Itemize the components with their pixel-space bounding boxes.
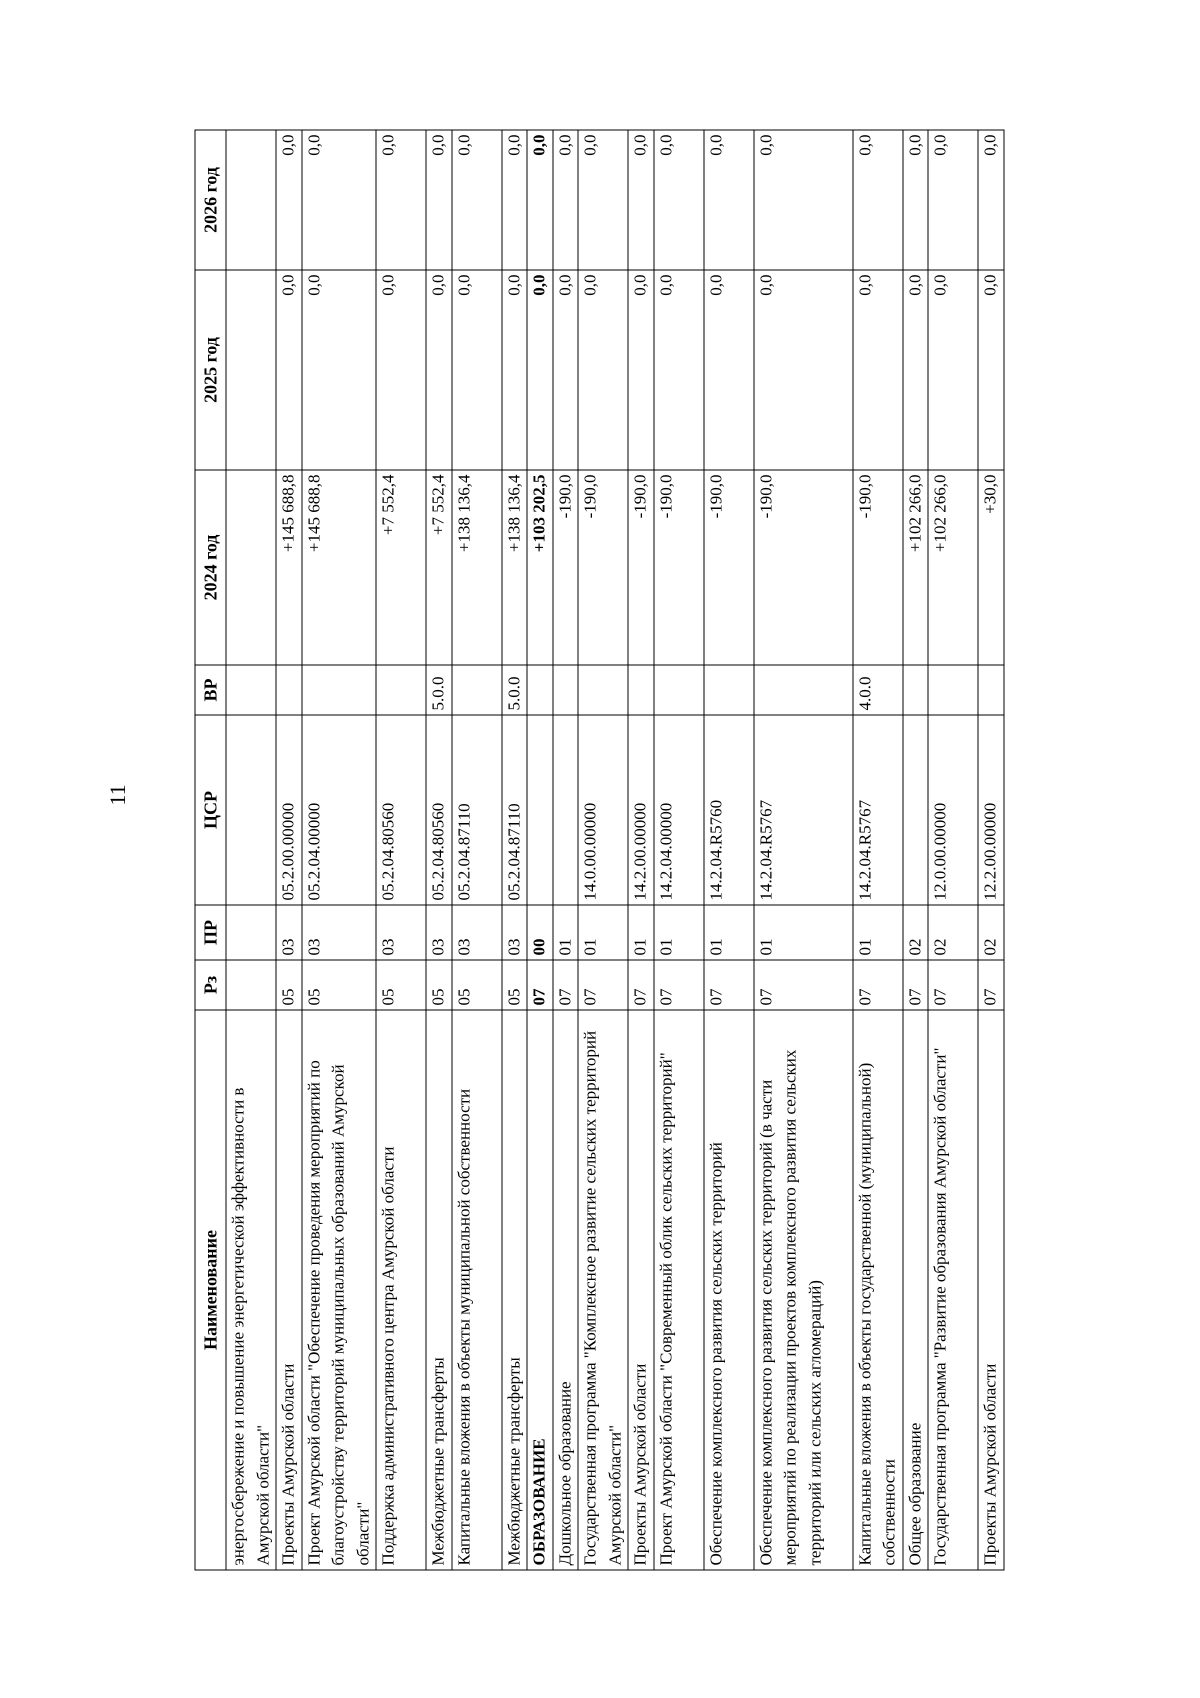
cell-2026: 0,0: [302, 130, 377, 270]
table-body: [226, 130, 1004, 1570]
cell-vr: [704, 665, 754, 715]
cell-csr: [527, 715, 553, 905]
cell-rz: 07: [654, 960, 704, 1010]
cell-2024: -190,0: [654, 470, 704, 665]
header-2024: 2024 год: [195, 470, 226, 665]
cell-pr: 03: [452, 905, 502, 960]
cell-csr: 05.2.04.80560: [376, 715, 426, 905]
cell-pr: 01: [853, 905, 903, 960]
cell-csr: [903, 715, 929, 905]
cell-csr: 12.0.00.00000: [928, 715, 978, 905]
cell-2024: -190,0: [578, 470, 628, 665]
cell-2024: +145 688,8: [302, 470, 377, 665]
cell-2025: 0,0: [978, 270, 1004, 470]
cell-2025: 0,0: [426, 270, 452, 470]
header-pr: ПР: [195, 905, 226, 960]
cell-2026: 0,0: [704, 130, 754, 270]
cell-csr: 05.2.04.87110: [452, 715, 502, 905]
table-header-row: [195, 130, 226, 1570]
cell-2025: 0,0: [853, 270, 903, 470]
cell-vr: [553, 665, 579, 715]
cell-vr: 5.0.0: [502, 665, 528, 715]
cell-pr: 01: [754, 905, 853, 960]
cell-rz: 07: [978, 960, 1004, 1010]
cell-2025: [226, 270, 276, 470]
cell-2026: 0,0: [928, 130, 978, 270]
cell-vr: [903, 665, 929, 715]
cell-name: Капитальные вложения в объекты государственной (муниципальной) собственности: [853, 1010, 903, 1570]
cell-csr: 05.2.04.80560: [426, 715, 452, 905]
cell-vr: [628, 665, 654, 715]
cell-name: Поддержка административного центра Амурской области: [376, 1010, 426, 1570]
cell-rz: 05: [426, 960, 452, 1010]
budget-table-rotated: [195, 131, 1070, 1571]
cell-2025: 0,0: [704, 270, 754, 470]
table-row: [578, 130, 628, 1570]
cell-2026: 0,0: [276, 130, 302, 270]
cell-name: Общее образование: [903, 1010, 929, 1570]
budget-table: [195, 130, 1005, 1571]
cell-2024: +7 552,4: [426, 470, 452, 665]
table-row: [903, 130, 929, 1570]
cell-name: Проекты Амурской области: [276, 1010, 302, 1570]
cell-vr: [452, 665, 502, 715]
cell-vr: [276, 665, 302, 715]
table-row: [553, 130, 579, 1570]
table-row: [276, 130, 302, 1570]
cell-2026: 0,0: [452, 130, 502, 270]
header-csr: ЦСР: [195, 715, 226, 905]
cell-pr: [226, 905, 276, 960]
table-row: [376, 130, 426, 1570]
cell-2026: 0,0: [578, 130, 628, 270]
table-row: [704, 130, 754, 1570]
cell-pr: 03: [426, 905, 452, 960]
table-row: [426, 130, 452, 1570]
cell-rz: 05: [452, 960, 502, 1010]
cell-csr: 14.2.04.R5767: [853, 715, 903, 905]
cell-rz: [226, 960, 276, 1010]
cell-2026: 0,0: [903, 130, 929, 270]
cell-2025: 0,0: [578, 270, 628, 470]
cell-2026: 0,0: [978, 130, 1004, 270]
cell-rz: 07: [903, 960, 929, 1010]
cell-rz: 05: [302, 960, 377, 1010]
table-row: [754, 130, 853, 1570]
table-row: [527, 130, 553, 1570]
cell-rz: 05: [376, 960, 426, 1010]
header-2025: 2025 год: [195, 270, 226, 470]
cell-2025: 0,0: [376, 270, 426, 470]
cell-vr: [376, 665, 426, 715]
table-row: [928, 130, 978, 1570]
cell-2024: -190,0: [628, 470, 654, 665]
cell-name: Капитальные вложения в объекты муниципальной собственности: [452, 1010, 502, 1570]
cell-2024: +102 266,0: [903, 470, 929, 665]
cell-2024: [226, 470, 276, 665]
cell-2025: 0,0: [628, 270, 654, 470]
cell-rz: 05: [502, 960, 528, 1010]
table-row: [226, 130, 276, 1570]
header-name: Наименование: [195, 1010, 226, 1570]
table-row: [628, 130, 654, 1570]
cell-2024: +103 202,5: [527, 470, 553, 665]
cell-pr: 01: [578, 905, 628, 960]
header-vr: ВР: [195, 665, 226, 715]
cell-csr: 14.2.04.R5767: [754, 715, 853, 905]
cell-2026: 0,0: [502, 130, 528, 270]
cell-2025: 0,0: [527, 270, 553, 470]
cell-2025: 0,0: [903, 270, 929, 470]
cell-2024: +30,0: [978, 470, 1004, 665]
cell-name: Государственная программа "Комплексное развитие сельских территорий Амурской области": [578, 1010, 628, 1570]
cell-2024: +138 136,4: [502, 470, 528, 665]
cell-2026: [226, 130, 276, 270]
cell-pr: 02: [903, 905, 929, 960]
cell-2025: 0,0: [928, 270, 978, 470]
page-number: 11: [105, 784, 130, 806]
cell-2026: 0,0: [376, 130, 426, 270]
cell-csr: 14.2.00.00000: [628, 715, 654, 905]
cell-vr: [754, 665, 853, 715]
cell-name: Дошкольное образование: [553, 1010, 579, 1570]
table-row: [978, 130, 1004, 1570]
cell-pr: 00: [527, 905, 553, 960]
cell-name: Проекты Амурской области: [628, 1010, 654, 1570]
cell-csr: 14.2.04.00000: [654, 715, 704, 905]
cell-2026: 0,0: [553, 130, 579, 270]
cell-pr: 03: [276, 905, 302, 960]
cell-2024: -190,0: [553, 470, 579, 665]
cell-rz: 07: [578, 960, 628, 1010]
cell-pr: 02: [978, 905, 1004, 960]
cell-2024: -190,0: [754, 470, 853, 665]
cell-name: Обеспечение комплексного развития сельских территорий: [704, 1010, 754, 1570]
cell-rz: 07: [853, 960, 903, 1010]
cell-csr: 05.2.04.00000: [302, 715, 377, 905]
cell-2026: 0,0: [853, 130, 903, 270]
cell-2025: 0,0: [754, 270, 853, 470]
cell-pr: 03: [502, 905, 528, 960]
cell-vr: [578, 665, 628, 715]
table-row: [853, 130, 903, 1570]
cell-2025: 0,0: [654, 270, 704, 470]
cell-2024: -190,0: [853, 470, 903, 665]
cell-name: Государственная программа "Развитие образования Амурской области": [928, 1010, 978, 1570]
cell-vr: [226, 665, 276, 715]
cell-2024: +102 266,0: [928, 470, 978, 665]
cell-pr: 03: [376, 905, 426, 960]
cell-2025: 0,0: [452, 270, 502, 470]
cell-rz: 05: [276, 960, 302, 1010]
cell-pr: 01: [553, 905, 579, 960]
cell-2025: 0,0: [276, 270, 302, 470]
cell-csr: [226, 715, 276, 905]
header-2026: 2026 год: [195, 130, 226, 270]
cell-pr: 03: [302, 905, 377, 960]
cell-2025: 0,0: [553, 270, 579, 470]
cell-vr: [302, 665, 377, 715]
cell-2026: 0,0: [426, 130, 452, 270]
table-row: [302, 130, 377, 1570]
table-row: [654, 130, 704, 1570]
cell-2024: +138 136,4: [452, 470, 502, 665]
cell-pr: 01: [704, 905, 754, 960]
cell-name: Проект Амурской области "Обеспечение проведения мероприятий по благоустройству территорий муниципальных образований Амурской области": [302, 1010, 377, 1570]
cell-pr: 01: [654, 905, 704, 960]
cell-rz: 07: [527, 960, 553, 1010]
table-row: [502, 130, 528, 1570]
cell-vr: [527, 665, 553, 715]
cell-pr: 01: [628, 905, 654, 960]
cell-name: Обеспечение комплексного развития сельских территорий (в части мероприятий по реализации проектов комплексного развития сельских территорий или сельских агломераций): [754, 1010, 853, 1570]
cell-name: ОБРАЗОВАНИЕ: [527, 1010, 553, 1570]
cell-vr: 5.0.0: [426, 665, 452, 715]
cell-2024: +145 688,8: [276, 470, 302, 665]
cell-csr: [553, 715, 579, 905]
cell-csr: 14.2.04.R5760: [704, 715, 754, 905]
cell-vr: [928, 665, 978, 715]
cell-2024: +7 552,4: [376, 470, 426, 665]
cell-csr: 12.2.00.00000: [978, 715, 1004, 905]
cell-2024: -190,0: [704, 470, 754, 665]
cell-name: Межбюджетные трансферты: [426, 1010, 452, 1570]
cell-name: Межбюджетные трансферты: [502, 1010, 528, 1570]
cell-name: Проекты Амурской области: [978, 1010, 1004, 1570]
cell-rz: 07: [704, 960, 754, 1010]
cell-rz: 07: [754, 960, 853, 1010]
cell-vr: 4.0.0: [853, 665, 903, 715]
cell-rz: 07: [628, 960, 654, 1010]
cell-name: Проект Амурской области "Современный облик сельских территорий": [654, 1010, 704, 1570]
cell-2026: 0,0: [527, 130, 553, 270]
cell-vr: [978, 665, 1004, 715]
cell-2025: 0,0: [502, 270, 528, 470]
cell-pr: 02: [928, 905, 978, 960]
cell-csr: 05.2.04.87110: [502, 715, 528, 905]
cell-2025: 0,0: [302, 270, 377, 470]
cell-vr: [654, 665, 704, 715]
cell-rz: 07: [928, 960, 978, 1010]
cell-2026: 0,0: [654, 130, 704, 270]
cell-2026: 0,0: [754, 130, 853, 270]
cell-csr: 05.2.00.00000: [276, 715, 302, 905]
table-row: [452, 130, 502, 1570]
header-rz: Рз: [195, 960, 226, 1010]
cell-name: энергосбережение и повышение энергетической эффективности в Амурской области": [226, 1010, 276, 1570]
cell-2026: 0,0: [628, 130, 654, 270]
cell-csr: 14.0.00.00000: [578, 715, 628, 905]
cell-rz: 07: [553, 960, 579, 1010]
